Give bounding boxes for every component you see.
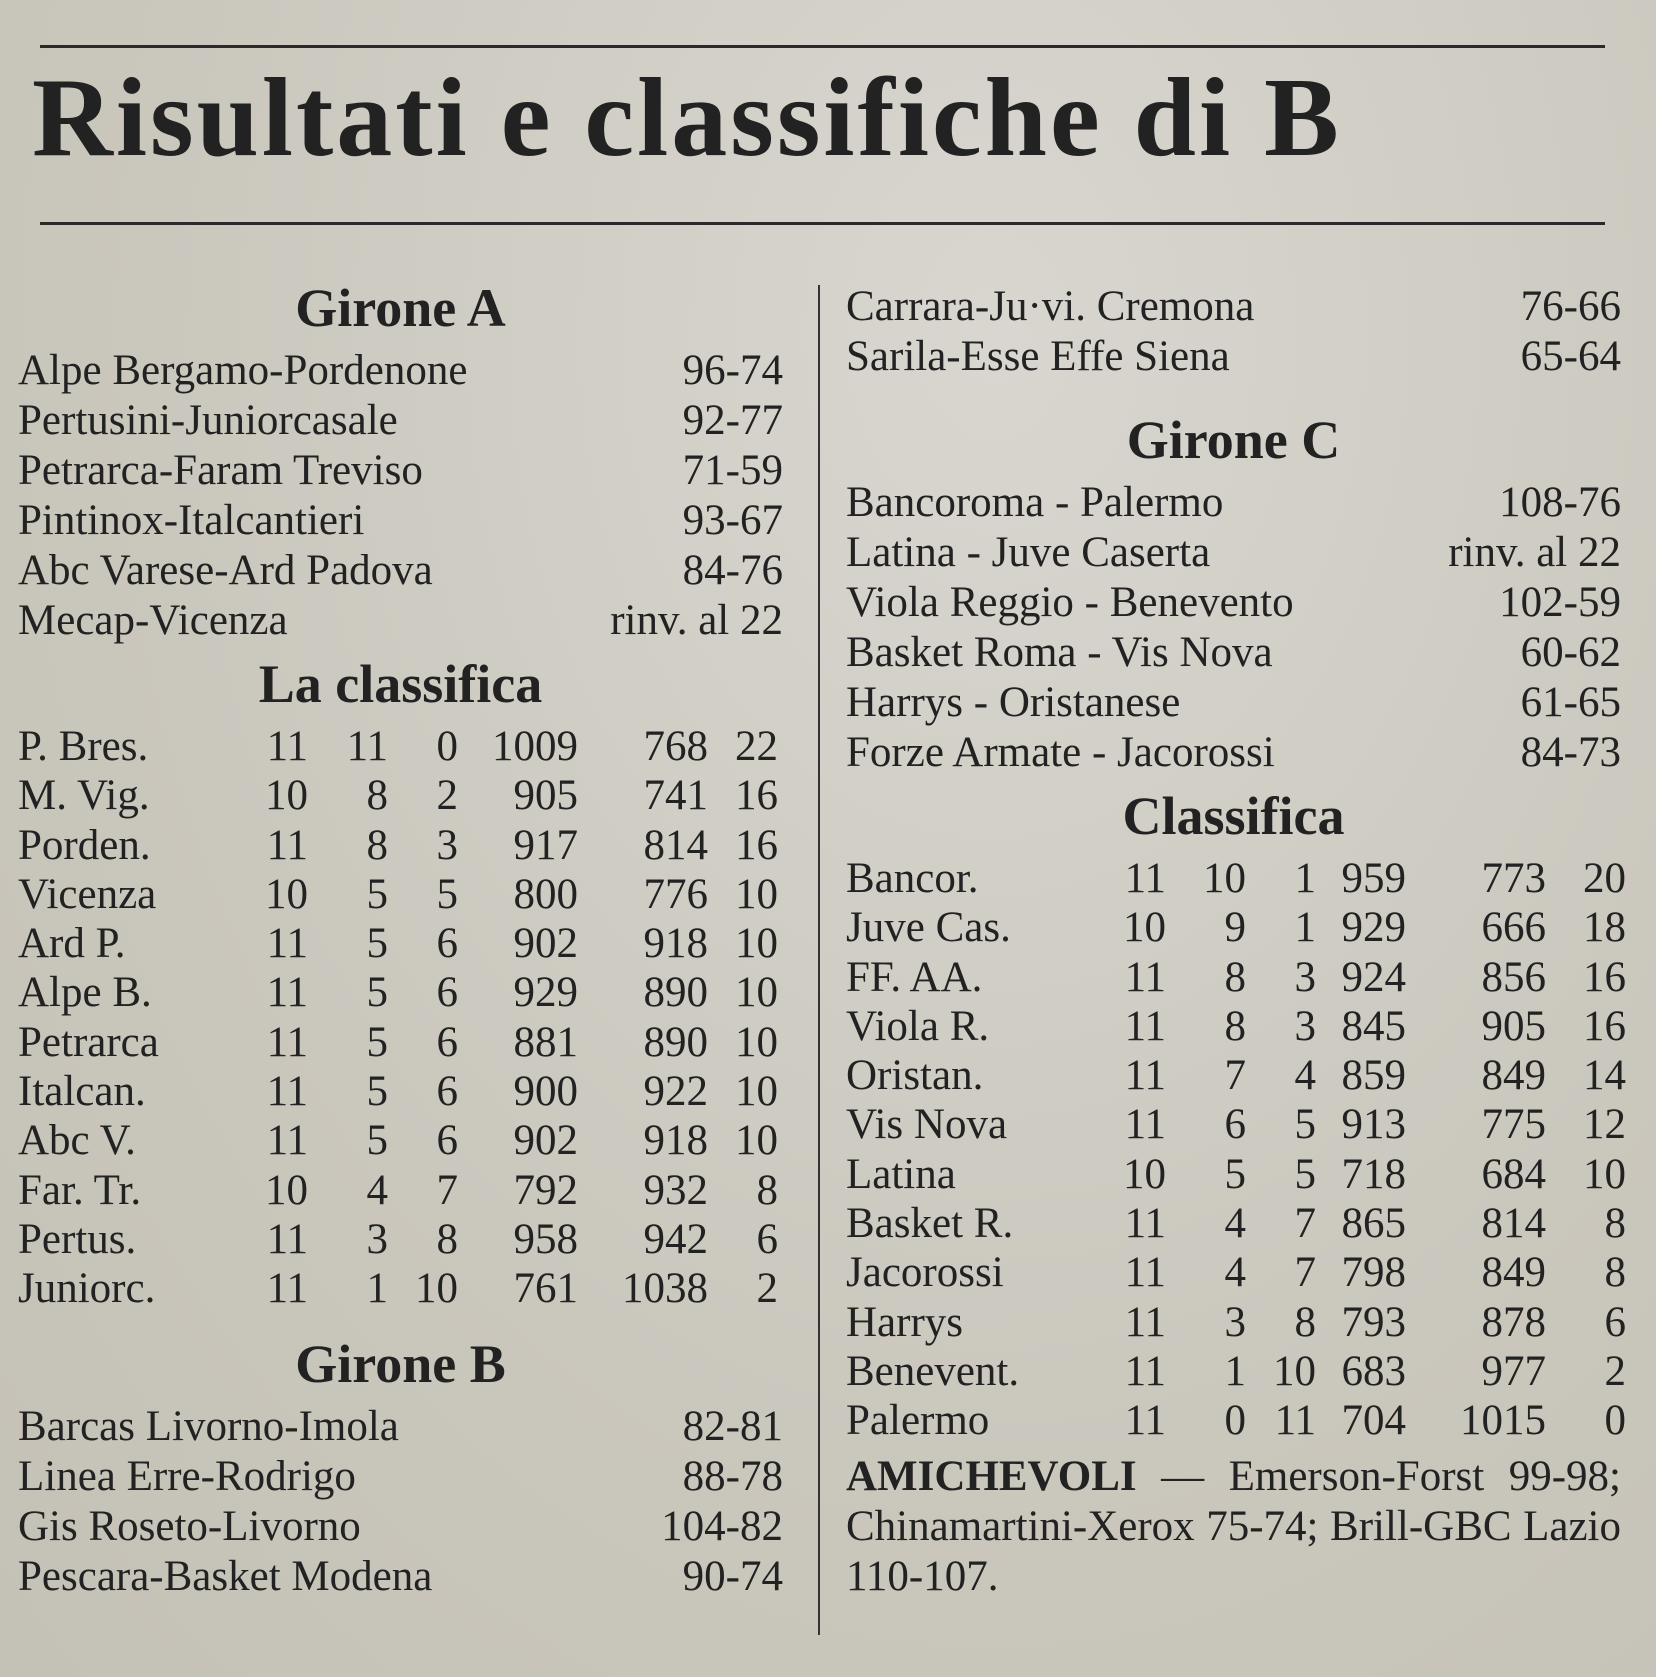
stat-cell: 905: [1481, 1002, 1546, 1050]
girone-c-results: [846, 478, 1621, 778]
stat-cell: 10: [1583, 1150, 1626, 1198]
result-row: [846, 282, 1621, 332]
standings-row: [846, 1347, 1626, 1396]
team-name: Juve Cas.: [846, 904, 1011, 952]
team-name: Porden.: [18, 821, 151, 869]
stat-cell: 2: [756, 1265, 778, 1313]
result-row: [18, 446, 783, 496]
standings-row: [18, 1166, 783, 1215]
stat-cell: 11: [1124, 953, 1166, 1001]
girone-b-results-continued: [846, 282, 1621, 382]
stat-cell: 12: [1583, 1101, 1626, 1149]
standings-row: [18, 1067, 783, 1116]
stat-cell: 5: [366, 920, 388, 968]
stat-cell: 10: [265, 772, 308, 820]
stat-cell: 666: [1481, 904, 1546, 952]
stat-cell: 11: [346, 723, 388, 770]
match-name: Barcas Livorno-Imola: [18, 1402, 399, 1450]
stat-cell: 10: [735, 920, 778, 968]
top-rule: [40, 45, 1605, 48]
stat-cell: 849: [1481, 1249, 1546, 1297]
stat-cell: 8: [366, 821, 388, 869]
standings-row: [846, 1396, 1626, 1445]
stat-cell: 11: [1124, 1298, 1166, 1346]
stat-cell: 890: [643, 1018, 708, 1066]
stat-cell: 800: [513, 870, 578, 918]
stat-cell: 905: [513, 772, 578, 820]
stat-cell: 11: [1124, 855, 1166, 902]
standings-row: [846, 1248, 1626, 1297]
standings-row: [846, 854, 1626, 903]
match-score: 93-67: [682, 497, 783, 544]
stat-cell: 5: [1224, 1150, 1246, 1198]
team-name: Basket R.: [846, 1200, 1014, 1248]
stat-cell: 11: [266, 1265, 308, 1313]
result-row: [18, 496, 783, 546]
stat-cell: 5: [436, 870, 458, 918]
stat-cell: 890: [643, 969, 708, 1017]
stat-cell: 10: [1273, 1347, 1316, 1395]
match-name: Basket Roma - Vis Nova: [846, 629, 1273, 676]
match-name: Mecap-Vicenza: [18, 597, 288, 644]
match-score: 61-65: [1520, 679, 1621, 726]
team-name: Ard P.: [18, 920, 126, 968]
match-name: Carrara-Ju·vi. Cremona: [846, 283, 1255, 330]
stat-cell: 900: [513, 1068, 578, 1116]
match-score: 92-77: [682, 397, 783, 444]
team-name: P. Bres.: [18, 723, 149, 770]
stat-cell: 20: [1583, 855, 1626, 902]
stat-cell: 922: [643, 1068, 708, 1116]
result-row: [18, 346, 783, 396]
stat-cell: 5: [366, 1068, 388, 1116]
standings-row: [18, 1018, 783, 1067]
stat-cell: 2: [436, 772, 458, 820]
stat-cell: 6: [436, 1068, 458, 1116]
team-name: Petrarca: [18, 1018, 159, 1066]
standings-row: [846, 1100, 1626, 1149]
result-row: [18, 1452, 783, 1502]
standings-row: [846, 1298, 1626, 1347]
stat-cell: 958: [513, 1215, 578, 1263]
result-row: [846, 478, 1621, 528]
stat-cell: 0: [436, 723, 458, 770]
stat-cell: 977: [1481, 1347, 1546, 1395]
stat-cell: 5: [1294, 1150, 1316, 1198]
stat-cell: 3: [1224, 1298, 1246, 1346]
stat-cell: 11: [1124, 1052, 1166, 1100]
stat-cell: 932: [643, 1166, 708, 1214]
standings-row: [18, 1116, 783, 1165]
match-name: Latina - Juve Caserta: [846, 529, 1211, 576]
match-name: Pescara-Basket Modena: [18, 1552, 433, 1600]
result-row: [18, 1552, 783, 1602]
match-name: Petrarca-Faram Treviso: [18, 447, 423, 494]
team-name: Jacorossi: [846, 1249, 1004, 1297]
stat-cell: 5: [366, 1018, 388, 1066]
stat-cell: 8: [1224, 1002, 1246, 1050]
match-name: Sarila-Esse Effe Siena: [846, 333, 1230, 380]
stat-cell: 10: [1123, 1150, 1166, 1198]
left-column: [18, 270, 783, 1602]
stat-cell: 878: [1481, 1298, 1546, 1346]
result-row: [846, 578, 1621, 628]
team-name: Juniorc.: [18, 1265, 156, 1313]
stat-cell: 7: [436, 1166, 458, 1214]
stat-cell: 4: [366, 1166, 388, 1214]
stat-cell: 9: [1224, 904, 1246, 952]
stat-cell: 959: [1341, 855, 1406, 902]
girone-a-standings-table: [18, 722, 783, 1314]
stat-cell: 7: [1294, 1200, 1316, 1248]
stat-cell: 918: [643, 1117, 708, 1165]
stat-cell: 4: [1224, 1200, 1246, 1248]
girone-b-heading: Girone B: [295, 1333, 506, 1394]
stat-cell: 7: [1294, 1249, 1316, 1297]
stat-cell: 0: [1604, 1397, 1626, 1445]
stat-cell: 793: [1341, 1298, 1406, 1346]
standings-row: [846, 1150, 1626, 1199]
team-name: Latina: [846, 1150, 956, 1198]
stat-cell: 902: [513, 920, 578, 968]
stat-cell: 10: [735, 870, 778, 918]
match-name: Gis Roseto-Livorno: [18, 1502, 361, 1550]
stat-cell: 942: [643, 1215, 708, 1263]
girone-c-heading: Girone C: [1126, 410, 1341, 470]
result-row: [18, 596, 783, 646]
team-name: M. Vig.: [18, 772, 150, 820]
stat-cell: 10: [265, 870, 308, 918]
stat-cell: 1015: [1460, 1397, 1546, 1445]
standings-row: [18, 771, 783, 820]
amichevoli-text: — Emerson-Forst 99-98; Chinamartini-Xerox 75-74; Brill-GBC Lazio 110-107.: [846, 1452, 1621, 1600]
stat-cell: 11: [266, 920, 308, 968]
stat-cell: 16: [1583, 1002, 1626, 1050]
stat-cell: 773: [1481, 855, 1546, 902]
stat-cell: 18: [1583, 904, 1626, 952]
stat-cell: 11: [1124, 1002, 1166, 1050]
stat-cell: 1: [366, 1265, 388, 1313]
stat-cell: 924: [1341, 953, 1406, 1001]
stat-cell: 8: [436, 1215, 458, 1263]
team-name: Italcan.: [18, 1068, 146, 1116]
team-name: Bancor.: [846, 855, 979, 902]
stat-cell: 6: [756, 1215, 778, 1263]
stat-cell: 2: [1604, 1347, 1626, 1395]
stat-cell: 3: [436, 821, 458, 869]
stat-cell: 1: [1224, 1347, 1246, 1395]
stat-cell: 11: [1124, 1397, 1166, 1445]
stat-cell: 792: [513, 1166, 578, 1214]
standings-row: [846, 1199, 1626, 1248]
stat-cell: 11: [266, 1018, 308, 1066]
stat-cell: 8: [756, 1166, 778, 1214]
stat-cell: 11: [1124, 1101, 1166, 1149]
stat-cell: 845: [1341, 1002, 1406, 1050]
standings-row: [18, 1215, 783, 1264]
match-name: Harrys - Oristanese: [846, 679, 1181, 726]
stat-cell: 6: [436, 920, 458, 968]
team-name: Far. Tr.: [18, 1166, 142, 1214]
stat-cell: 913: [1341, 1101, 1406, 1149]
stat-cell: 11: [1124, 1249, 1166, 1297]
result-row: [846, 728, 1621, 778]
match-score: 71-59: [682, 447, 783, 494]
match-score: 82-81: [682, 1402, 783, 1450]
stat-cell: 1038: [622, 1265, 708, 1313]
stat-cell: 10: [735, 969, 778, 1017]
stat-cell: 10: [735, 1068, 778, 1116]
team-name: Viola R.: [846, 1002, 990, 1050]
stat-cell: 859: [1341, 1052, 1406, 1100]
stat-cell: 5: [366, 870, 388, 918]
result-row: [18, 1402, 783, 1452]
match-name: Bancoroma - Palermo: [846, 479, 1224, 526]
stat-cell: 8: [1604, 1249, 1626, 1297]
girone-a-standings-heading: La classifica: [258, 654, 543, 714]
stat-cell: 929: [1341, 904, 1406, 952]
match-name: Abc Varese-Ard Padova: [18, 547, 433, 594]
stat-cell: 5: [1294, 1101, 1316, 1149]
stat-cell: 3: [1294, 1002, 1316, 1050]
stat-cell: 741: [643, 772, 708, 820]
stat-cell: 14: [1583, 1052, 1626, 1100]
stat-cell: 10: [415, 1265, 458, 1313]
girone-b-results: [18, 1402, 783, 1602]
girone-a-results: [18, 346, 783, 646]
stat-cell: 10: [735, 1018, 778, 1066]
match-name: Forze Armate - Jacorossi: [846, 729, 1275, 776]
stat-cell: 1: [1294, 855, 1316, 902]
stat-cell: 8: [1224, 953, 1246, 1001]
stat-cell: 718: [1341, 1150, 1406, 1198]
stat-cell: 10: [1203, 855, 1246, 902]
stat-cell: 881: [513, 1018, 578, 1066]
stat-cell: 11: [266, 1215, 308, 1263]
girone-c-standings-table: [846, 854, 1626, 1446]
stat-cell: 5: [366, 1117, 388, 1165]
stat-cell: 11: [1124, 1347, 1166, 1395]
team-name: FF. AA.: [846, 953, 983, 1001]
match-score: 60-62: [1520, 629, 1621, 676]
stat-cell: 849: [1481, 1052, 1546, 1100]
stat-cell: 3: [366, 1215, 388, 1263]
stat-cell: 5: [366, 969, 388, 1017]
result-row: [18, 1502, 783, 1552]
stat-cell: 865: [1341, 1200, 1406, 1248]
team-name: Vis Nova: [846, 1101, 1008, 1149]
match-name: Pertusini-Juniorcasale: [18, 397, 398, 444]
stat-cell: 1009: [492, 723, 578, 770]
stat-cell: 6: [436, 1018, 458, 1066]
match-score: 76-66: [1520, 283, 1621, 330]
standings-row: [846, 1051, 1626, 1100]
stat-cell: 683: [1341, 1347, 1406, 1395]
stat-cell: 3: [1294, 953, 1316, 1001]
girone-a-heading: Girone A: [295, 278, 506, 338]
result-row: [846, 332, 1621, 382]
stat-cell: 10: [735, 1117, 778, 1165]
match-name: Linea Erre-Rodrigo: [18, 1452, 356, 1500]
result-row: [18, 546, 783, 596]
stat-cell: 1: [1294, 904, 1316, 952]
stat-cell: 856: [1481, 953, 1546, 1001]
stat-cell: 8: [1294, 1298, 1316, 1346]
match-score: 96-74: [682, 347, 783, 394]
team-name: Abc V.: [18, 1117, 136, 1165]
stat-cell: 22: [735, 723, 778, 770]
stat-cell: 11: [266, 821, 308, 869]
stat-cell: 11: [266, 969, 308, 1017]
match-name: Alpe Bergamo-Pordenone: [18, 347, 468, 394]
match-score: 108-76: [1499, 479, 1621, 526]
team-name: Pertus.: [18, 1215, 137, 1263]
stat-cell: 10: [265, 1166, 308, 1214]
stat-cell: 761: [513, 1265, 578, 1313]
stat-cell: 917: [513, 821, 578, 869]
stat-cell: 814: [1481, 1200, 1546, 1248]
match-score: 84-76: [682, 547, 783, 594]
girone-c-standings-heading: Classifica: [1122, 786, 1345, 846]
match-score: 84-73: [1520, 729, 1621, 776]
match-score: 102-59: [1499, 579, 1621, 626]
match-score: 90-74: [682, 1552, 783, 1600]
stat-cell: 8: [1604, 1200, 1626, 1248]
stat-cell: 8: [366, 772, 388, 820]
stat-cell: 918: [643, 920, 708, 968]
result-row: [846, 628, 1621, 678]
standings-row: [18, 919, 783, 968]
amichevoli-note: [846, 1452, 1621, 1602]
stat-cell: 16: [735, 772, 778, 820]
team-name: Harrys: [846, 1298, 964, 1346]
stat-cell: 11: [266, 1068, 308, 1116]
stat-cell: 798: [1341, 1249, 1406, 1297]
match-score: 88-78: [682, 1452, 783, 1500]
match-name: Viola Reggio - Benevento: [846, 579, 1294, 626]
stat-cell: 0: [1224, 1397, 1246, 1445]
stat-cell: 11: [1274, 1397, 1316, 1445]
match-name: Pintinox-Italcantieri: [18, 497, 365, 544]
stat-cell: 6: [436, 969, 458, 1017]
team-name: Oristan.: [846, 1052, 984, 1100]
stat-cell: 11: [266, 1117, 308, 1165]
stat-cell: 775: [1481, 1101, 1546, 1149]
stat-cell: 6: [436, 1117, 458, 1165]
standings-row: [846, 1002, 1626, 1051]
stat-cell: 684: [1481, 1150, 1546, 1198]
team-name: Palermo: [846, 1397, 990, 1445]
standings-row: [18, 722, 783, 771]
standings-row: [18, 1264, 783, 1313]
result-row: [18, 396, 783, 446]
result-row: [846, 528, 1621, 578]
stat-cell: 6: [1604, 1298, 1626, 1346]
title-underline-rule: [40, 222, 1605, 225]
column-divider: [818, 285, 820, 1635]
stat-cell: 11: [266, 723, 308, 770]
result-row: [846, 678, 1621, 728]
standings-row: [18, 968, 783, 1017]
stat-cell: 6: [1224, 1101, 1246, 1149]
stat-cell: 704: [1341, 1397, 1406, 1445]
stat-cell: 902: [513, 1117, 578, 1165]
stat-cell: 929: [513, 969, 578, 1017]
stat-cell: 10: [1123, 904, 1166, 952]
match-score: 65-64: [1520, 333, 1621, 380]
stat-cell: 16: [735, 821, 778, 869]
team-name: Alpe B.: [18, 969, 152, 1017]
match-score: rinv. al 22: [610, 597, 783, 644]
standings-row: [18, 821, 783, 870]
stat-cell: 814: [643, 821, 708, 869]
match-score: rinv. al 22: [1448, 529, 1621, 576]
standings-row: [846, 903, 1626, 952]
right-column: [846, 270, 1626, 1602]
page-title: Risultati e classifiche di B: [32, 56, 1342, 180]
stat-cell: 11: [1124, 1200, 1166, 1248]
team-name: Benevent.: [846, 1347, 1020, 1395]
amichevoli-label: AMICHEVOLI: [846, 1452, 1137, 1500]
stat-cell: 4: [1224, 1249, 1246, 1297]
stat-cell: 768: [643, 723, 708, 770]
match-score: 104-82: [661, 1502, 783, 1550]
stat-cell: 4: [1294, 1052, 1316, 1100]
stat-cell: 7: [1224, 1052, 1246, 1100]
stat-cell: 776: [643, 870, 708, 918]
team-name: Vicenza: [18, 870, 157, 918]
standings-row: [846, 953, 1626, 1002]
stat-cell: 16: [1583, 953, 1626, 1001]
standings-row: [18, 870, 783, 919]
